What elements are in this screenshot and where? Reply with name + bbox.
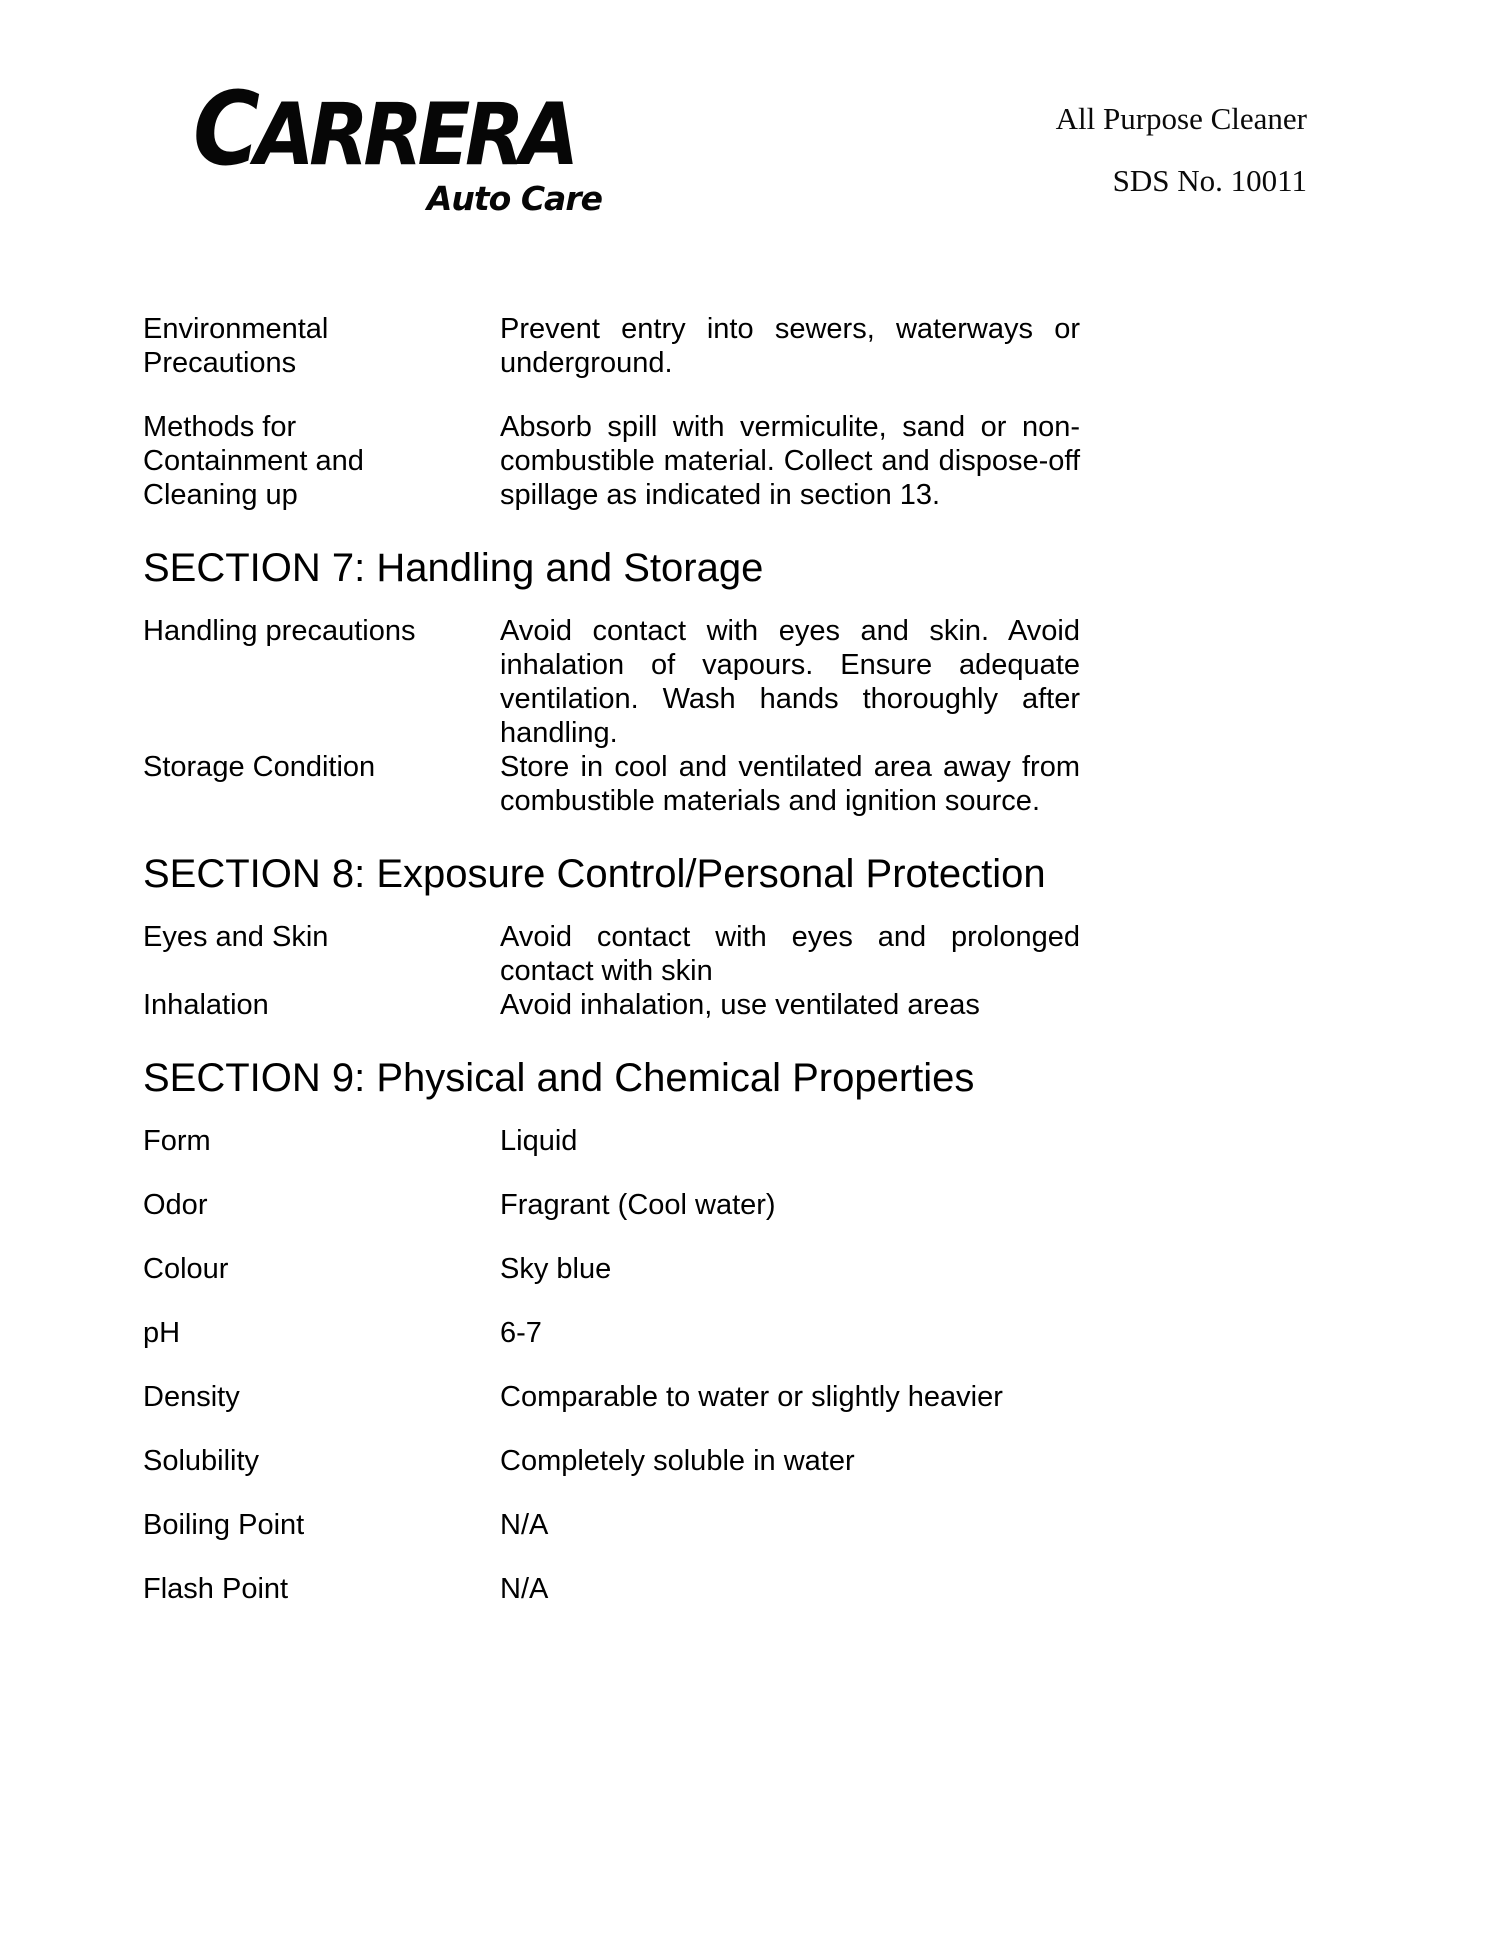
table-row xyxy=(143,1444,1080,1478)
row-value: Liquid xyxy=(500,1125,578,1157)
row-value: 6-7 xyxy=(500,1317,542,1349)
row-value: Avoid contact with eyes and prolonged contact with skin xyxy=(500,921,1080,987)
sds-number: SDS No. 10011 xyxy=(1112,163,1307,198)
row-value: N/A xyxy=(500,1509,549,1541)
row-label: Inhalation xyxy=(143,989,269,1021)
row-label: Solubility xyxy=(143,1445,260,1477)
section-8-heading: SECTION 8: Exposure Control/Personal Protection xyxy=(143,852,1046,896)
table-row xyxy=(143,988,1080,1022)
row-value: Sky blue xyxy=(500,1253,612,1285)
table-row xyxy=(143,1380,1080,1414)
logo-subtitle-text: Auto Care xyxy=(426,179,602,218)
table-row xyxy=(143,1188,1080,1222)
table-row xyxy=(143,1252,1080,1286)
row-label: Methods for Containment and Cleaning up xyxy=(143,411,364,511)
row-value: Avoid inhalation, use ventilated areas xyxy=(500,989,980,1021)
row-label: Boiling Point xyxy=(143,1509,305,1541)
row-label: Colour xyxy=(143,1253,229,1285)
table-row xyxy=(143,1316,1080,1350)
row-value: Prevent entry into sewers, waterways or underground. xyxy=(500,313,1080,379)
row-label: Eyes and Skin xyxy=(143,921,329,953)
row-label: Storage Condition xyxy=(143,751,376,783)
section-7-heading: SECTION 7: Handling and Storage xyxy=(143,546,764,590)
document-body xyxy=(143,0,1080,1636)
row-label: Odor xyxy=(143,1189,208,1221)
table-row xyxy=(143,410,1080,512)
row-label: Form xyxy=(143,1125,211,1157)
table-row xyxy=(143,1124,1080,1158)
row-value: Absorb spill with vermiculite, sand or non-combustible material. Collect and dispose-off spillage as indicated in section 13. xyxy=(500,411,1080,511)
section-9-heading: SECTION 9: Physical and Chemical Properties xyxy=(143,1056,975,1100)
row-label: Handling precautions xyxy=(143,615,416,647)
row-label: Density xyxy=(143,1381,240,1413)
row-value: Fragrant (Cool water) xyxy=(500,1189,776,1221)
row-label: pH xyxy=(143,1317,181,1349)
row-value: Completely soluble in water xyxy=(500,1445,855,1477)
table-row xyxy=(143,750,1080,818)
table-row xyxy=(143,614,1080,750)
row-label: Environmental Precautions xyxy=(143,313,329,379)
product-name: All Purpose Cleaner xyxy=(1055,101,1307,136)
table-row xyxy=(143,920,1080,988)
row-value: N/A xyxy=(500,1573,549,1605)
row-label: Flash Point xyxy=(143,1573,289,1605)
table-row xyxy=(143,1508,1080,1542)
logo-brand-text: CARRERA xyxy=(193,70,574,188)
document-id-block xyxy=(1056,101,1307,199)
row-value: Avoid contact with eyes and skin. Avoid inhalation of vapours. Ensure adequate ventilation. Wash hands thoroughly after handling. xyxy=(500,615,1080,749)
table-row xyxy=(143,1572,1080,1606)
row-value: Store in cool and ventilated area away from combustible materials and ignition source. xyxy=(500,751,1080,817)
row-value: Comparable to water or slightly heavier xyxy=(500,1381,1003,1413)
table-row xyxy=(143,312,1080,380)
